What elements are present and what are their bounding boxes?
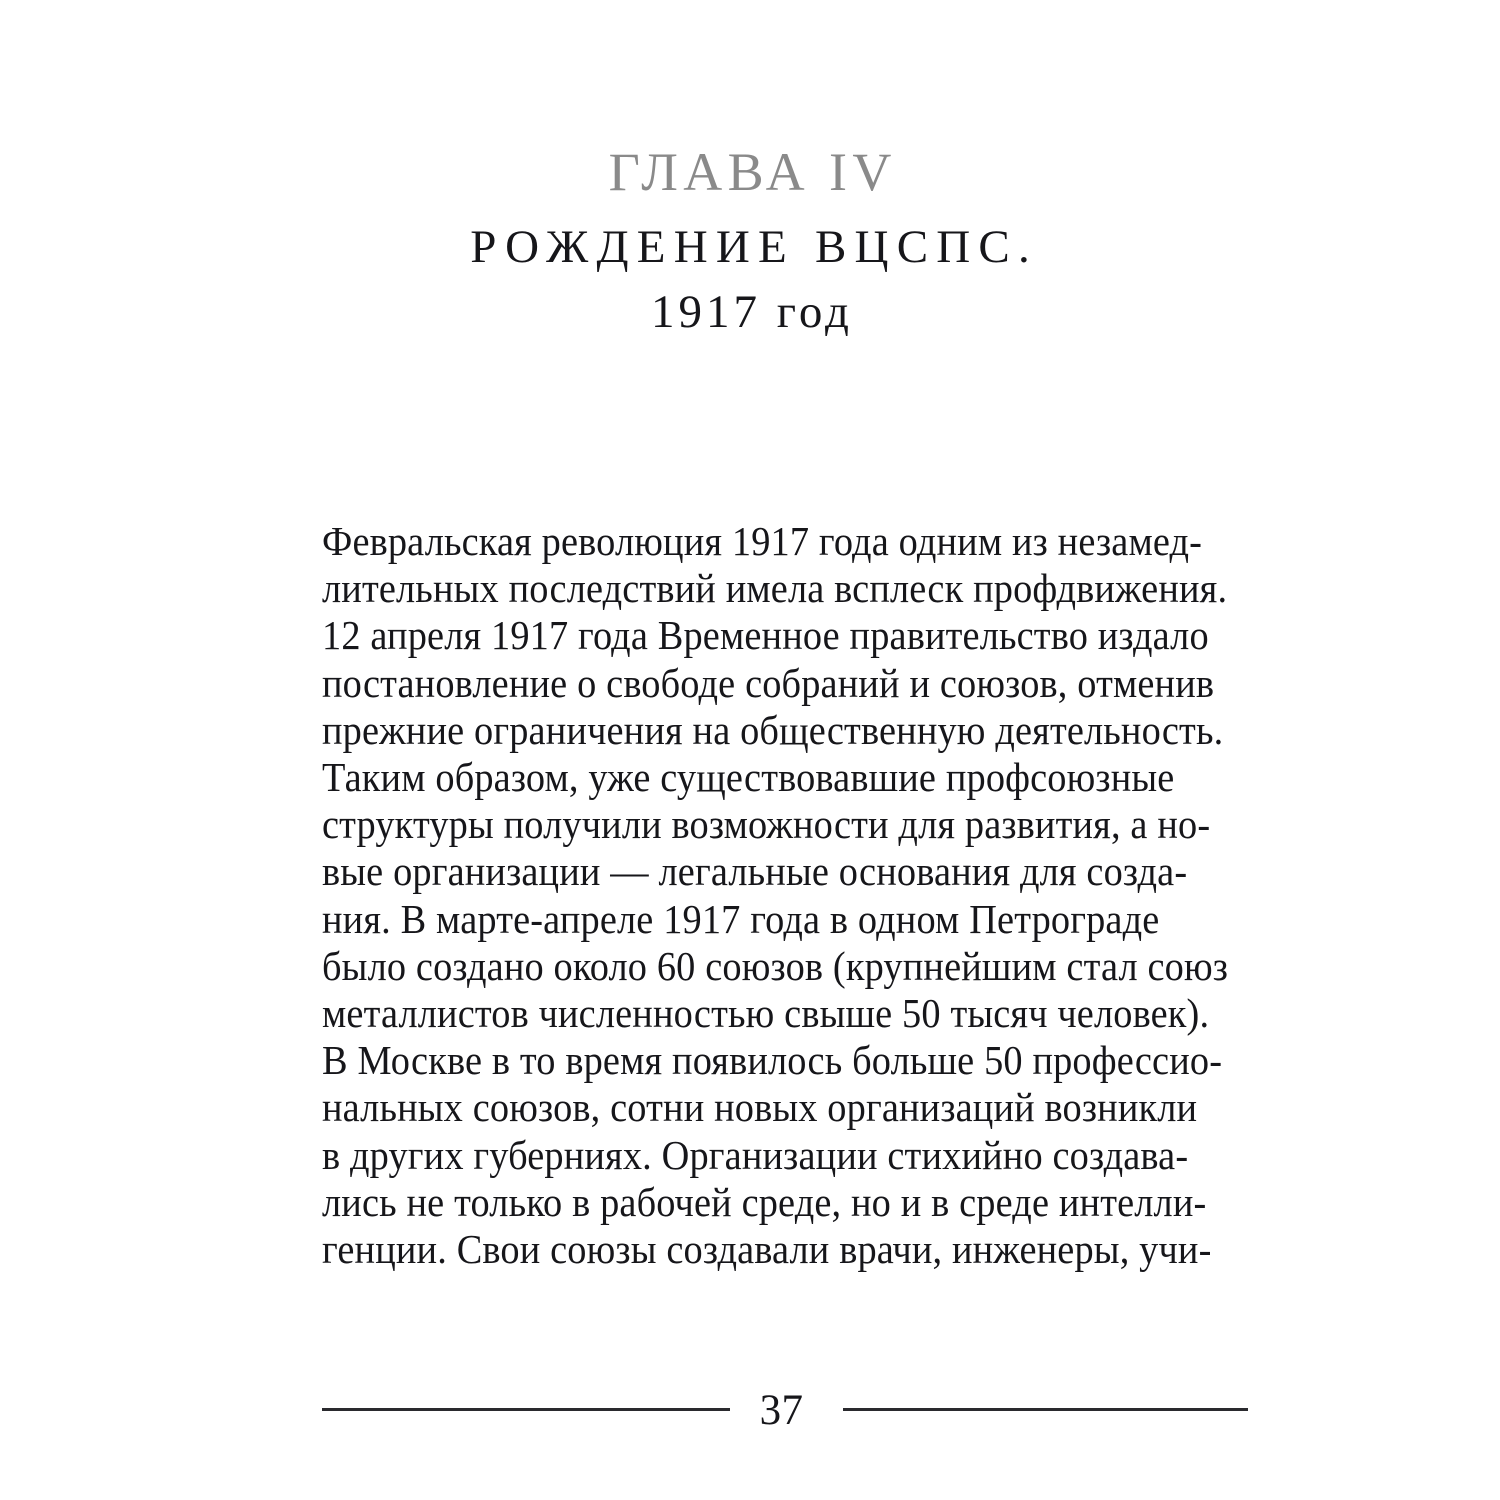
chapter-heading-block [0,144,1500,338]
body-line: структуры получили возможности для развития, а но- [322,801,1211,848]
body-line: лись не только в рабочей среде, но и в среде интелли- [322,1178,1207,1225]
body-line: ния. В марте-апреле 1917 года в одном Петрограде [322,895,1160,942]
footer-rule-right [843,1408,1248,1411]
page-footer [322,1385,1248,1433]
body-line: в других губерниях. Организации стихийно создава- [322,1131,1189,1178]
body-line: было создано около 60 союзов (крупнейшим стал союз [322,942,1229,989]
body-line: Февральская революция 1917 года одним из незамед- [322,518,1203,564]
chapter-label: ГЛАВА IV [608,142,897,202]
chapter-title: РОЖДЕНИЕ ВЦСПС. [470,221,1038,274]
body-line: прежние ограничения на общественную деятельность. [322,706,1224,753]
body-line: постановление о свободе собраний и союзов, отменив [322,659,1215,706]
body-line: 12 апреля 1917 года Временное правительство издало [322,612,1209,659]
body-line: В Москве в то время появилось больше 50 профессио- [322,1037,1223,1084]
body-line: генции. Свои союзы создавали врачи, инженеры, учи- [322,1226,1212,1273]
body-paragraph [322,518,1248,1273]
body-line: нальных союзов, сотни новых организаций возникли [322,1084,1198,1131]
page-number: 37 [759,1386,804,1434]
chapter-subtitle: 1917 год [651,285,853,338]
body-line: вые организации — легальные основания для созда- [322,848,1188,895]
footer-rule-left [322,1408,730,1411]
body-line: лительных последствий имела всплеск профдвижения. [322,565,1228,612]
body-line: металлистов численностью свыше 50 тысяч человек). [322,990,1210,1037]
body-line: Таким образом, уже существовавшие профсоюзные [322,754,1175,801]
